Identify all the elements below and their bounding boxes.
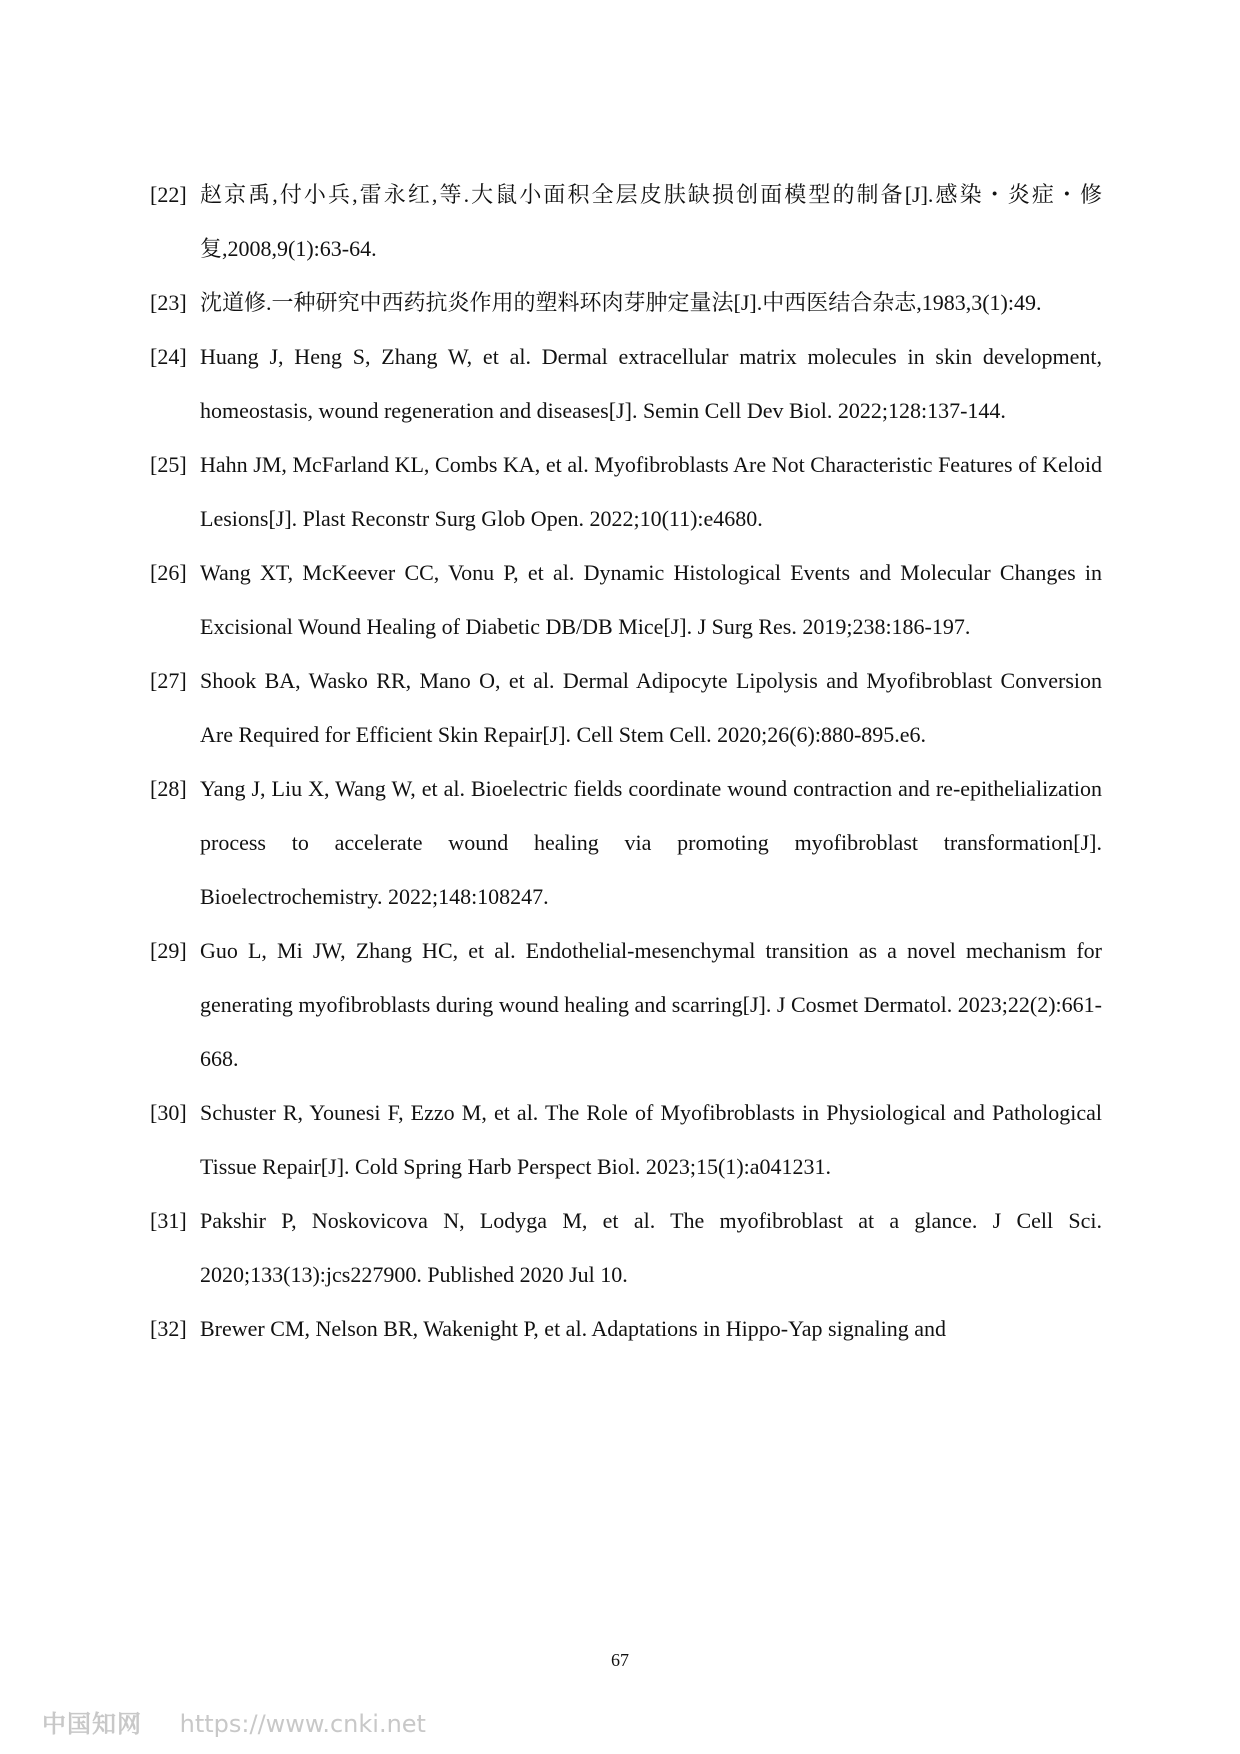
reference-text: Huang J, Heng S, Zhang W, et al. Dermal extracellular matrix molecules in skin development, homeostasis, wound regeneration and diseases[J]. Semin Cell Dev Biol. 2022;128:137-144.	[200, 344, 1102, 423]
reference-text: Schuster R, Younesi F, Ezzo M, et al. The Role of Myofibroblasts in Physiological and Pathological Tissue Repair[J]. Cold Spring Harb Perspect Biol. 2023;15(1):a041231.	[200, 1100, 1102, 1179]
reference-text: 沈道修.一种研究中西药抗炎作用的塑料环肉芽肿定量法[J].中西医结合杂志,1983,3(1):49.	[200, 290, 1042, 315]
watermark-url: https://www.cnki.net	[179, 1710, 426, 1738]
reference-text: Wang XT, McKeever CC, Vonu P, et al. Dynamic Histological Events and Molecular Changes in Excisional Wound Healing of Diabetic DB/DB Mice[J]. J Surg Res. 2019;238:186-197.	[200, 560, 1102, 639]
reference-number: [32]	[150, 1316, 187, 1341]
reference-number: [24]	[150, 344, 187, 369]
reference-text: Pakshir P, Noskovicova N, Lodyga M, et al. The myofibroblast at a glance. J Cell Sci. 2020;133(13):jcs227900. Published 2020 Jul 10.	[200, 1208, 1102, 1287]
reference-item	[150, 762, 1102, 924]
reference-number: [29]	[150, 938, 187, 963]
reference-text: Brewer CM, Nelson BR, Wakenight P, et al. Adaptations in Hippo-Yap signaling and	[200, 1316, 946, 1341]
reference-item	[150, 1302, 1102, 1356]
reference-item	[150, 276, 1102, 330]
reference-number: [25]	[150, 452, 187, 477]
reference-text: 赵京禹,付小兵,雷永红,等.大鼠小面积全层皮肤缺损创面模型的制备[J].感染・炎症・修复,2008,9(1):63-64.	[200, 182, 1102, 261]
reference-item	[150, 438, 1102, 546]
reference-number: [28]	[150, 776, 187, 801]
reference-text: Yang J, Liu X, Wang W, et al. Bioelectric fields coordinate wound contraction and re-epithelialization process to accelerate wound healing via promoting myofibroblast transformation[J]. Bioelectrochemistry. 2022;148:108247.	[200, 776, 1102, 909]
reference-number: [22]	[150, 182, 187, 207]
reference-item	[150, 1086, 1102, 1194]
reference-text: Shook BA, Wasko RR, Mano O, et al. Dermal Adipocyte Lipolysis and Myofibroblast Conversion Are Required for Efficient Skin Repair[J]. Cell Stem Cell. 2020;26(6):880-895.e6.	[200, 668, 1102, 747]
reference-item	[150, 654, 1102, 762]
cnki-watermark	[42, 1704, 426, 1739]
reference-item	[150, 924, 1102, 1086]
reference-number: [26]	[150, 560, 187, 585]
reference-item	[150, 330, 1102, 438]
reference-item	[150, 168, 1102, 276]
reference-number: [27]	[150, 668, 187, 693]
reference-item	[150, 546, 1102, 654]
page-number: 67	[611, 1650, 629, 1670]
reference-number: [31]	[150, 1208, 187, 1233]
reference-text: Hahn JM, McFarland KL, Combs KA, et al. Myofibroblasts Are Not Characteristic Features of Keloid Lesions[J]. Plast Reconstr Surg Glob Open. 2022;10(11):e4680.	[200, 452, 1102, 531]
reference-list	[150, 168, 1102, 1356]
reference-item	[150, 1194, 1102, 1302]
reference-text: Guo L, Mi JW, Zhang HC, et al. Endothelial-mesenchymal transition as a novel mechanism for generating myofibroblasts during wound healing and scarring[J]. J Cosmet Dermatol. 2023;22(2):661-668.	[200, 938, 1102, 1071]
watermark-brand: 中国知网	[42, 1710, 142, 1738]
reference-number: [23]	[150, 290, 187, 315]
reference-number: [30]	[150, 1100, 187, 1125]
